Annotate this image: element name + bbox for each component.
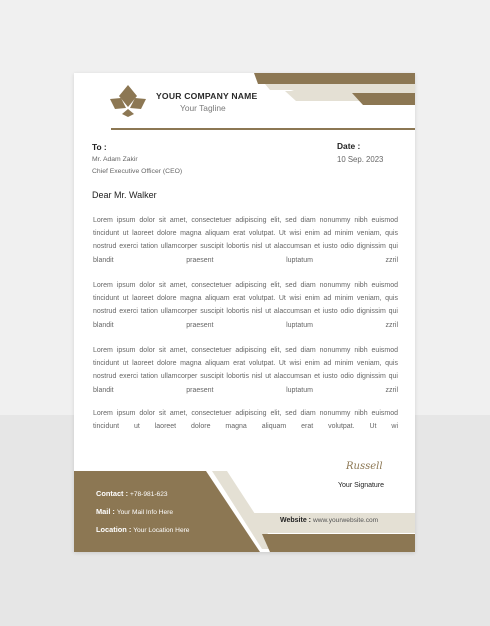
body-paragraph-3: Lorem ipsum dolor sit amet, consectetuer adipiscing elit, sed diam nonummy nibh euismod tincidunt ut laoreet dolore magna aliquam erat volutpat. Ut wisi enim ad minim veniam, quis nostrud exerci tation ullamcorper suscipit lobortis nisl ut alaccumsan et iusto odio dignissim qui blandit praesent luptatum zzril: [93, 347, 398, 394]
letterhead-page: [74, 73, 415, 552]
contact-value: +78-981-623: [129, 491, 168, 498]
body-paragraph-4: Lorem ipsum dolor sit amet, consectetuer adipiscing elit, sed diam nonummy nibh euismod tincidunt ut laoreet dolore magna aliquam erat volutpat. Ut wi: [93, 410, 398, 431]
recipient-title: Chief Executive Officer (CEO): [92, 168, 183, 175]
signature-script: Russell: [346, 461, 383, 472]
leaf-logo-icon: [108, 84, 148, 118]
to-label: To :: [92, 142, 107, 152]
footer-website: [280, 517, 378, 524]
recipient-name: Mr. Adam Zakir: [92, 156, 138, 163]
footer-contact: [96, 489, 168, 498]
footer-mail: [96, 507, 173, 516]
website-label: Website :: [280, 517, 311, 524]
body-paragraph-1: Lorem ipsum dolor sit amet, consectetuer adipiscing elit, sed diam nonummy nibh euismod tincidunt ut laoreet dolore magna aliquam erat volutpat. Ut wisi enim ad minim veniam, quis nostrud exerci tation ullamcorper suscipit lobortis nisl ut alaccumsan et iusto odio dignissim qui blandit praesent luptatum zzril: [93, 217, 398, 264]
footer-location: [96, 525, 189, 534]
salutation: Dear Mr. Walker: [92, 190, 157, 200]
date-label: Date :: [337, 141, 361, 151]
website-value: www.yourwebsite.com: [312, 517, 379, 524]
company-name: YOUR COMPANY NAME: [156, 91, 258, 101]
date-value: 10 Sep. 2023: [337, 155, 384, 164]
header-divider: [111, 128, 415, 130]
mail-label: Mail :: [96, 507, 115, 516]
location-label: Location :: [96, 525, 132, 534]
mail-value: Your Mail Info Here: [116, 509, 174, 516]
signature-label: Your Signature: [338, 482, 385, 489]
body-paragraph-2: Lorem ipsum dolor sit amet, consectetuer adipiscing elit, sed diam nonummy nibh euismod tincidunt ut laoreet dolore magna aliquam erat volutpat. Ut wisi enim ad minim veniam, quis nostrud exerci tation ullamcorper suscipit lobortis nisl ut alaccumsan et iusto odio dignissim qui blandit praesent luptatum zzril: [93, 282, 398, 329]
company-tagline: Your Tagline: [180, 103, 226, 113]
contact-label: Contact :: [96, 489, 129, 498]
location-value: Your Location Here: [133, 527, 190, 534]
